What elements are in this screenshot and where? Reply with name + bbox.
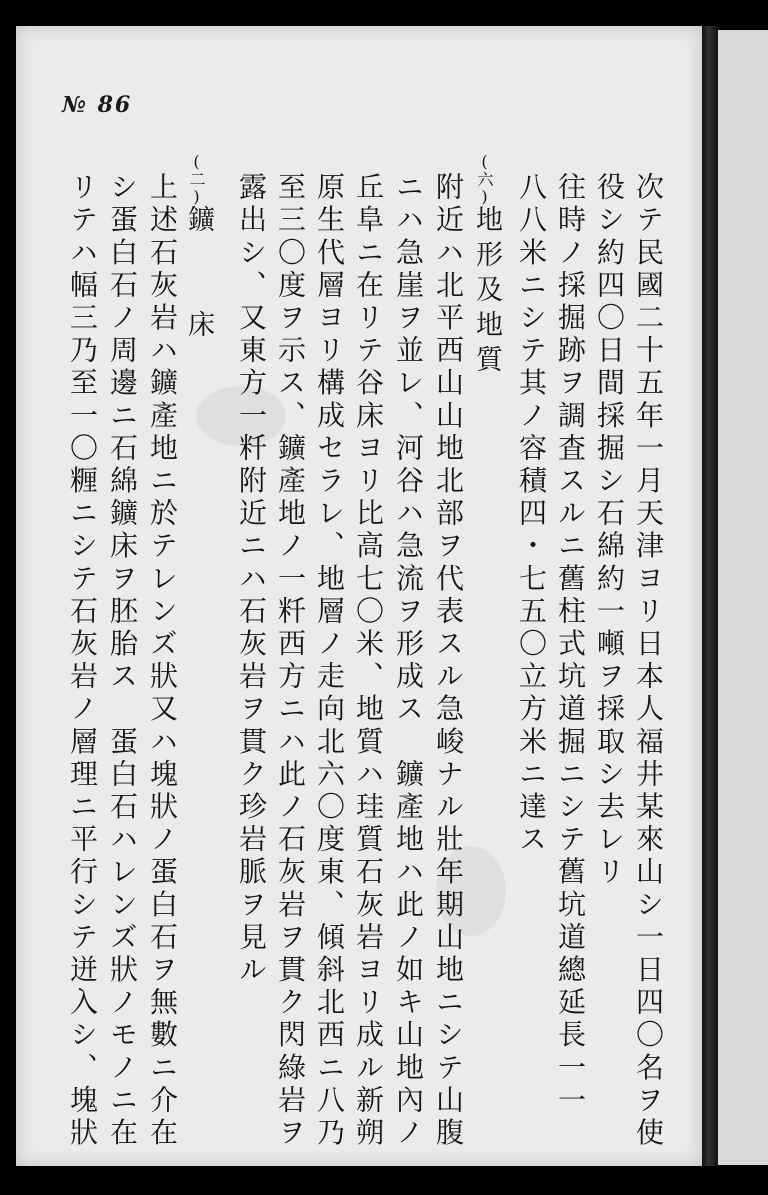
text-column-11: 露出シ、又東方一粁附近ニハ石灰岩ヲ貫ク珍岩脈ヲ見ル xyxy=(235,172,268,987)
text-column-9: 原生代層ヨリ構成セラレ、地層ノ走向北六〇度東、傾斜北西ニ八乃 xyxy=(313,172,346,1150)
section-marker-six: (六) xyxy=(475,152,494,206)
text-column-15: リテハ幅三乃至一〇糎ニシテ石灰岩ノ層理ニ平行シテ迸入シ、塊狀 xyxy=(66,172,99,1150)
text-column-14: シ蛋白石ノ周邊ニ石綿鑛床ヲ胚胎ス 蛋白石ハレンズ狀ノモノニ在 xyxy=(106,172,139,1150)
text-column-4: 八八米ニシテ其ノ容積四・七五〇立方米ニ達ス xyxy=(515,172,548,857)
text-column-6: 附近ハ北平西山山地北部ヲ代表スル急峻ナル壯年期山地ニシテ山腹 xyxy=(432,172,465,1150)
adjacent-page-edge xyxy=(718,30,768,1165)
text-column-7: ニハ急崖ヲ並レ、河谷ハ急流ヲ形成ス 鑛產地ハ此ノ如キ山地內ノ xyxy=(392,172,425,1150)
text-column-10: 至三〇度ヲ示ス、鑛產地ノ一粁西方ニハ此ノ石灰岩ヲ貫ク閃綠岩ヲ xyxy=(274,172,307,1150)
text-column-8: 丘阜ニ在リテ谷床ヨリ比高七〇米、地質ハ珪質石灰岩ヨリ成ル新朔 xyxy=(352,172,385,1150)
text-column-3: 往時ノ採掘跡ヲ調査スルニ舊柱式坑道掘ニシテ舊坑道總延長一一 xyxy=(554,172,587,1118)
text-column-2: 役シ約四〇日間採掘シ石綿約一噸ヲ採取シ去レリ xyxy=(593,172,626,890)
section-heading-ore-deposit: 鑛 床 xyxy=(183,205,214,345)
book-gutter xyxy=(702,26,718,1166)
page-number: № 86 xyxy=(62,92,133,118)
text-column-13: 上述石灰岩ハ鑛產地ニ於テレンズ狀又ハ塊狀ノ蛋白石ヲ無數ニ介在 xyxy=(146,172,179,1150)
section-heading-topography: 地形及地質 xyxy=(471,205,502,380)
section-marker-two: (二) xyxy=(187,152,206,206)
text-column-1: 次テ民國二十五年一月天津ヨリ日本人福井某來山シ一日四〇名ヲ使 xyxy=(632,172,665,1150)
